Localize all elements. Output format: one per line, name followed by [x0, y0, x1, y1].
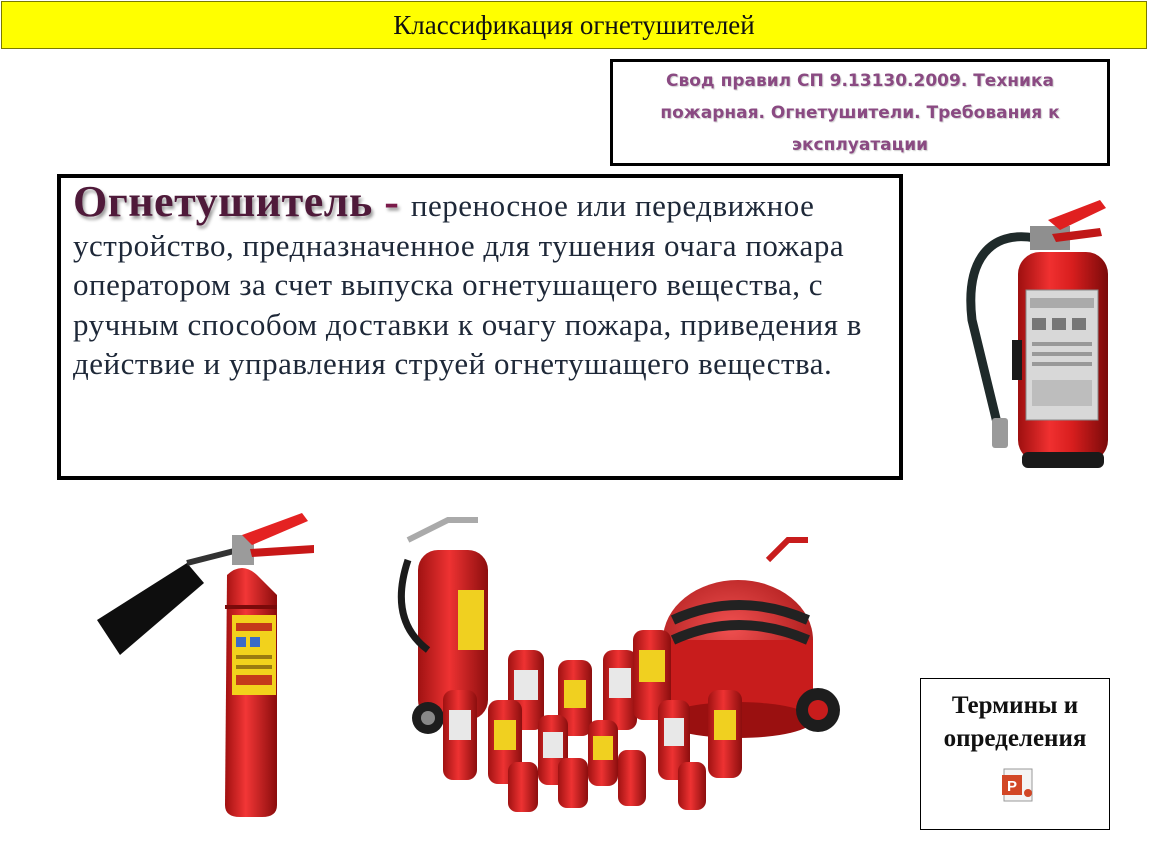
powder-extinguisher-image — [960, 190, 1120, 480]
definition-text: переносное или передвижное устройство, предназначенное для тушения очага пожара оператором за счет выпуска огнетушащего вещества, с ручным способом доставки к очагу пожара, приведения в действие и управления струей огнетушащего вещества. — [73, 188, 862, 381]
slide-title: Классификация огнетушителей — [1, 1, 1147, 49]
definition-term: Огнетушитель — [73, 177, 373, 226]
extinguisher-group-image — [388, 500, 848, 820]
terms-definitions-link[interactable] — [920, 678, 1110, 830]
powerpoint-file-icon[interactable] — [1000, 767, 1036, 803]
definition-paragraph — [73, 177, 887, 384]
regulation-reference-text: Свод правил СП 9.13130.2009. Техника пожарная. Огнетушители. Требования к эксплуатации — [660, 70, 1060, 155]
regulation-reference-box — [610, 59, 1110, 166]
definition-dash: - — [372, 177, 411, 226]
co2-extinguisher-image — [92, 505, 322, 825]
definition-box — [57, 174, 903, 480]
terms-definitions-label: Термины и определения — [943, 692, 1087, 752]
svg-text:P: P — [1006, 778, 1018, 795]
